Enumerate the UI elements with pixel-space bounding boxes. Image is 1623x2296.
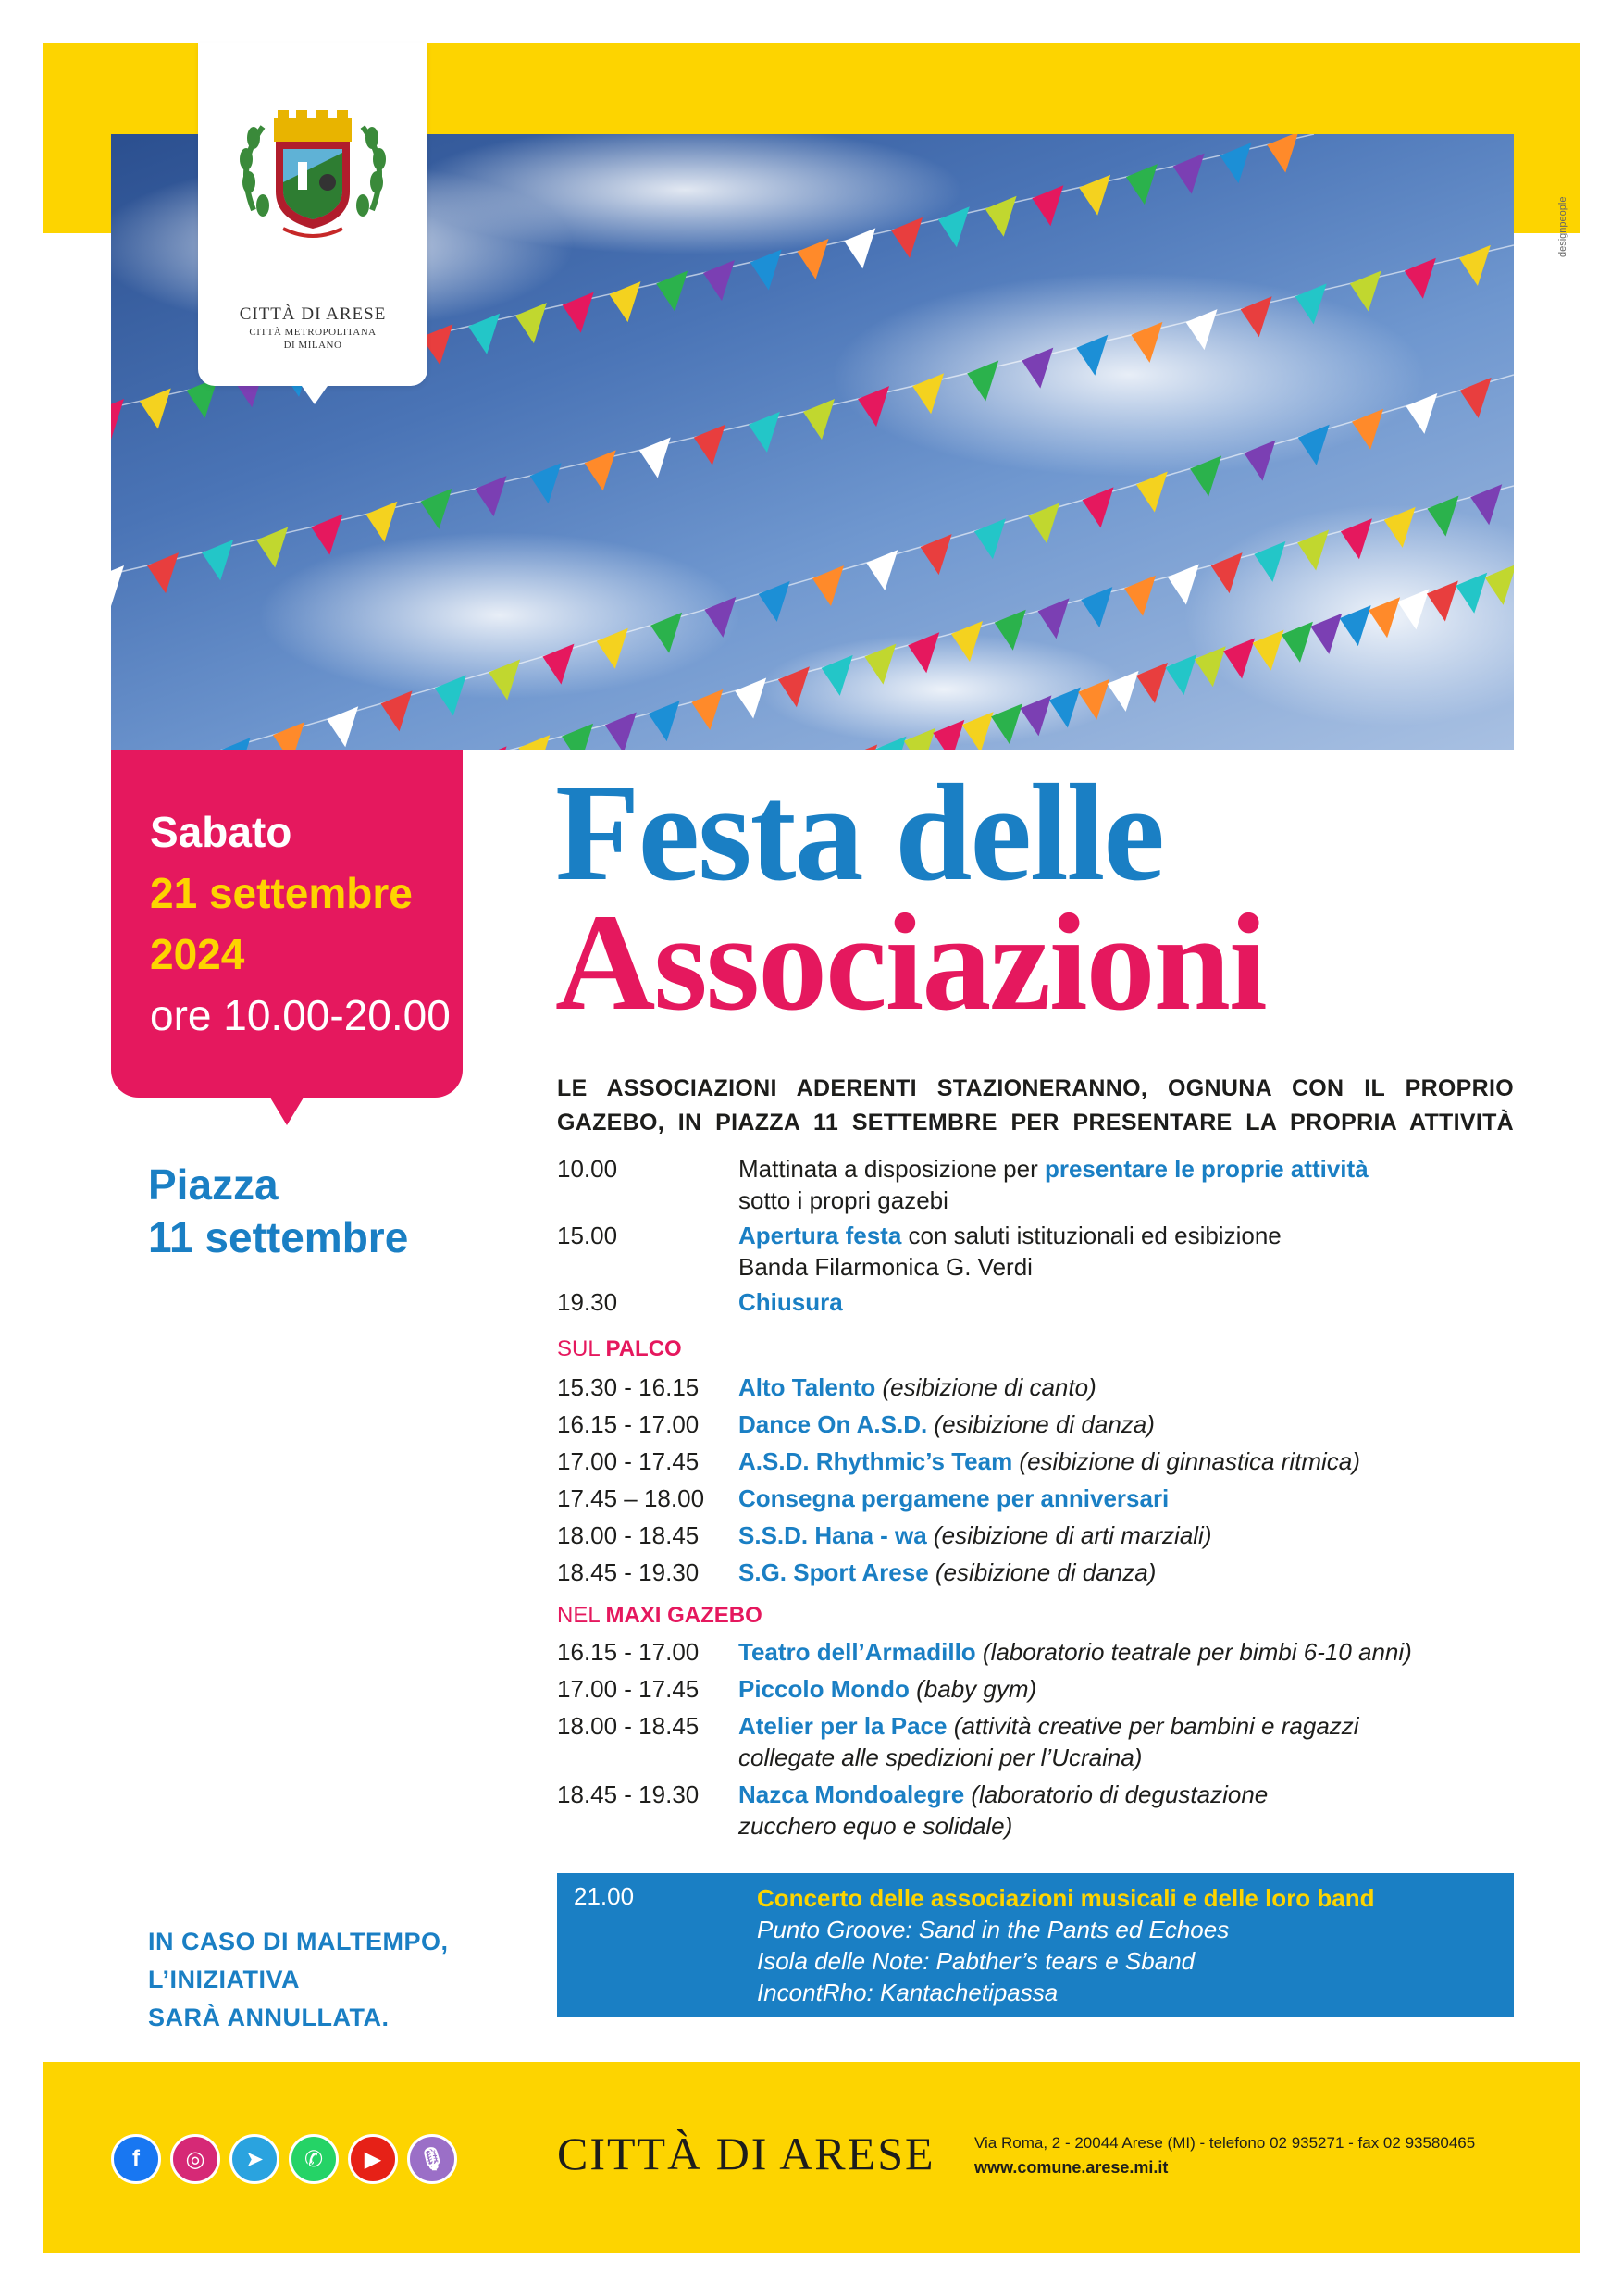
coat-of-arms-icon (198, 43, 427, 303)
footer-address: Via Roma, 2 - 20044 Arese (MI) - telefono 02 935271 - fax 02 93580465 (974, 2134, 1476, 2152)
footer-brand: CITTÀ DI ARESE (557, 2128, 935, 2179)
intro-text: LE ASSOCIAZIONI ADERENTI STAZIONERANNO, OGNUNA CON IL PROPRIO GAZEBO, IN PIAZZA 11 SETTEMBRE PER PRESENTARE LA PROPRIA ATTIVITÀ (557, 1075, 1514, 1136)
schedule-time: 19.30 (557, 1288, 618, 1316)
bunting-flag (420, 489, 452, 529)
bunting-flag (1083, 487, 1114, 527)
bunting-flag (365, 502, 397, 542)
bunting-flag (691, 689, 723, 730)
bunting-flag (219, 738, 251, 750)
bunting-flag (273, 722, 304, 750)
bunting-flag (694, 425, 725, 465)
bunting-flag (1405, 258, 1436, 299)
design-credit: designpeople (1557, 196, 1568, 257)
bunting-flag (639, 438, 671, 478)
schedule-text: Mattinata a disposizione per (738, 1155, 1045, 1183)
bunting-flag (140, 388, 171, 428)
bunting-flag (1079, 175, 1110, 216)
venue-line-2: 11 settembre (148, 1213, 409, 1261)
bunting-flag (1028, 503, 1059, 543)
bunting-flag (750, 249, 782, 290)
bunting-flag (515, 303, 547, 343)
podcast-icon[interactable]: 🎙 (407, 2134, 457, 2184)
bunting-flag (1124, 576, 1156, 616)
bunting-flag (1267, 134, 1298, 173)
schedule-highlight: presentare le proprie attività (1044, 1155, 1369, 1183)
venue (148, 1159, 408, 1264)
bunting-flag (703, 260, 735, 301)
facebook-icon[interactable]: f (111, 2134, 161, 2184)
title-line-1: Festa delle (555, 756, 1163, 910)
bunting-flag (147, 552, 179, 593)
bunting-flag (1173, 154, 1205, 194)
schedule-text: con saluti istituzionali ed esibizione (901, 1222, 1282, 1249)
concert-line: Punto Groove: Sand in the Pants ed Echoes (757, 1916, 1230, 1943)
instagram-icon[interactable]: ◎ (170, 2134, 220, 2184)
bunting-flag (563, 292, 594, 333)
bunting-flag (202, 540, 233, 580)
bunting-flag (562, 724, 593, 750)
bunting-flag (585, 450, 616, 490)
bunting-flag (1136, 471, 1168, 512)
date-hours: ore 10.00-20.00 (150, 991, 451, 1039)
bunting-flag (1165, 654, 1196, 695)
bunting-flag (649, 701, 680, 741)
venue-line-1: Piazza (148, 1160, 279, 1209)
bunting-flag (656, 271, 688, 312)
bunting-flag (985, 196, 1017, 237)
schedule-highlight: Chiusura (738, 1288, 843, 1316)
bunting-flag (866, 550, 898, 590)
schedule-highlight: Apertura festa (738, 1222, 902, 1249)
date-day: Sabato (150, 808, 292, 856)
bunting-flag (111, 399, 124, 440)
bunting-flag (111, 565, 124, 606)
bunting-flag (749, 412, 780, 453)
bunting-flag (476, 746, 507, 750)
bunting-flag (921, 534, 952, 575)
footer-url[interactable]: www.comune.arese.mi.it (974, 2158, 1169, 2177)
concert-line: Isola delle Note: Pabther’s tears e Sband (757, 1947, 1196, 1975)
bunting-flag (327, 706, 358, 747)
bunting-flag (1081, 587, 1112, 627)
bunting-flag (381, 690, 413, 731)
bunting-flag (803, 399, 835, 440)
date-box (111, 750, 463, 1098)
concert-title: Concerto delle associazioni musicali e delle loro band (757, 1884, 1375, 1912)
weather-notice: IN CASO DI MALTEMPO, L’INIZIATIVA SARÀ ANNULLATA. (148, 1928, 449, 2031)
logo-subtitle-2: DI MILANO (283, 340, 342, 351)
bunting-flag (1038, 598, 1070, 639)
bunting-flag (974, 518, 1006, 559)
bunting-flag (518, 735, 550, 750)
logo-city-name: CITTÀ DI ARESE (239, 304, 387, 324)
bunting-flag (609, 281, 640, 322)
city-logo-card (198, 43, 427, 386)
telegram-icon[interactable]: ➤ (229, 2134, 279, 2184)
bunting-flag (1460, 378, 1492, 418)
bunting-flag (1136, 663, 1168, 703)
date-date: 21 settembre (150, 869, 413, 917)
concert-time: 21.00 (574, 1882, 635, 1910)
title-line-2: Associazioni (555, 886, 1266, 1039)
bunting-flag (468, 314, 500, 354)
bunting-flag (311, 515, 342, 555)
bunting-flag (1126, 164, 1158, 205)
bunting-flag (256, 527, 288, 567)
bunting-flag (605, 712, 637, 750)
concert-line: IncontRho: Kantachetipassa (757, 1979, 1059, 2006)
schedule-time: 10.00 (557, 1155, 618, 1183)
bunting-flag (846, 744, 877, 750)
schedule-time: 15.00 (557, 1222, 618, 1249)
bunting-flag (1350, 271, 1381, 312)
section-palco: SUL PALCO (557, 1336, 682, 1361)
bunting-flag (812, 565, 844, 606)
logo-subtitle-1: CITTÀ METROPOLITANA (249, 327, 377, 338)
schedule-text-line2: Banda Filarmonica G. Verdi (738, 1253, 1033, 1281)
bunting-flag (1459, 245, 1491, 286)
date-year: 2024 (150, 930, 245, 978)
schedule-text-line2: sotto i propri gazebi (738, 1186, 948, 1214)
bunting-flag (1220, 143, 1251, 183)
bunting-flag (1032, 185, 1063, 226)
concert-box (557, 1873, 1514, 2017)
whatsapp-icon[interactable]: ✆ (289, 2134, 339, 2184)
bunting-flag (530, 463, 562, 503)
bunting-flag (759, 581, 790, 622)
youtube-icon[interactable]: ▶ (348, 2134, 398, 2184)
section-gazebo: NEL MAXI GAZEBO (557, 1603, 762, 1628)
bunting-flag (476, 476, 507, 516)
